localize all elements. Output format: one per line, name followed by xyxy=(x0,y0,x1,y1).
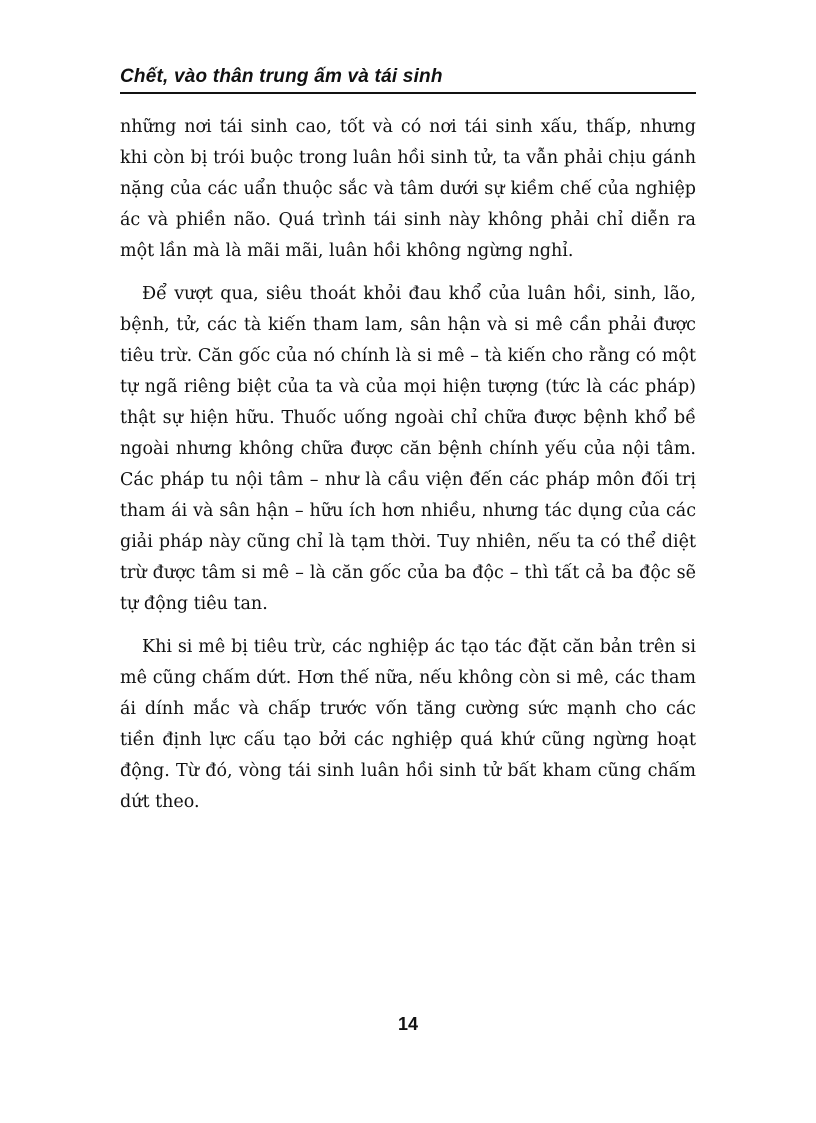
page-number: 14 xyxy=(397,1014,419,1034)
body-text xyxy=(120,112,696,830)
paragraph: Khi si mê bị tiêu trừ, các nghiệp ác tạo tác đặt căn bản trên si mê cũng chấm dứt. Hơn thế nữa, nếu không còn si mê, các tham ái dính mắc và chấp trước vốn tăng cường sức mạnh cho các tiền định lực cấu tạo bởi các nghiệp quá khứ cũng ngừng hoạt động. Từ đó, vòng tái sinh luân hồi sinh tử bất kham cũng chấm dứt theo. xyxy=(120,637,696,812)
paragraph-continued: những nơi tái sinh cao, tốt và có nơi tái sinh xấu, thấp, nhưng khi còn bị trói buộc trong luân hồi sinh tử, ta vẫn phải chịu gánh nặng của các uẩn thuộc sắc và tâm dưới sự kiềm chế của nghiệp ác và phiền não. Quá trình tái sinh này không phải chỉ diễn ra một lần mà là mãi mãi, luân hồi không ngừng nghỉ. xyxy=(120,117,696,261)
chapter-title: Chết, vào thân trung ấm và tái sinh xyxy=(120,66,443,87)
paragraph: Để vượt qua, siêu thoát khỏi đau khổ của luân hồi, sinh, lão, bệnh, tử, các tà kiến tham lam, sân hận và si mê cần phải được tiêu trừ. Căn gốc của nó chính là si mê – tà kiến cho rằng có một tự ngã riêng biệt của ta và của mọi hiện tượng (tức là các pháp) thật sự hiện hữu. Thuốc uống ngoài chỉ chữa được bệnh khổ bề ngoài nhưng không chữa được căn bệnh chính yếu của nội tâm. Các pháp tu nội tâm – như là cầu viện đến các pháp môn đối trị tham ái và sân hận – hữu ích hơn nhiều, nhưng tác dụng của các giải pháp này cũng chỉ là tạm thời. Tuy nhiên, nếu ta có thể diệt trừ được tâm si mê – là căn gốc của ba độc – thì tất cả ba độc sẽ tự động tiêu tan. xyxy=(120,284,696,614)
running-header xyxy=(120,64,696,94)
